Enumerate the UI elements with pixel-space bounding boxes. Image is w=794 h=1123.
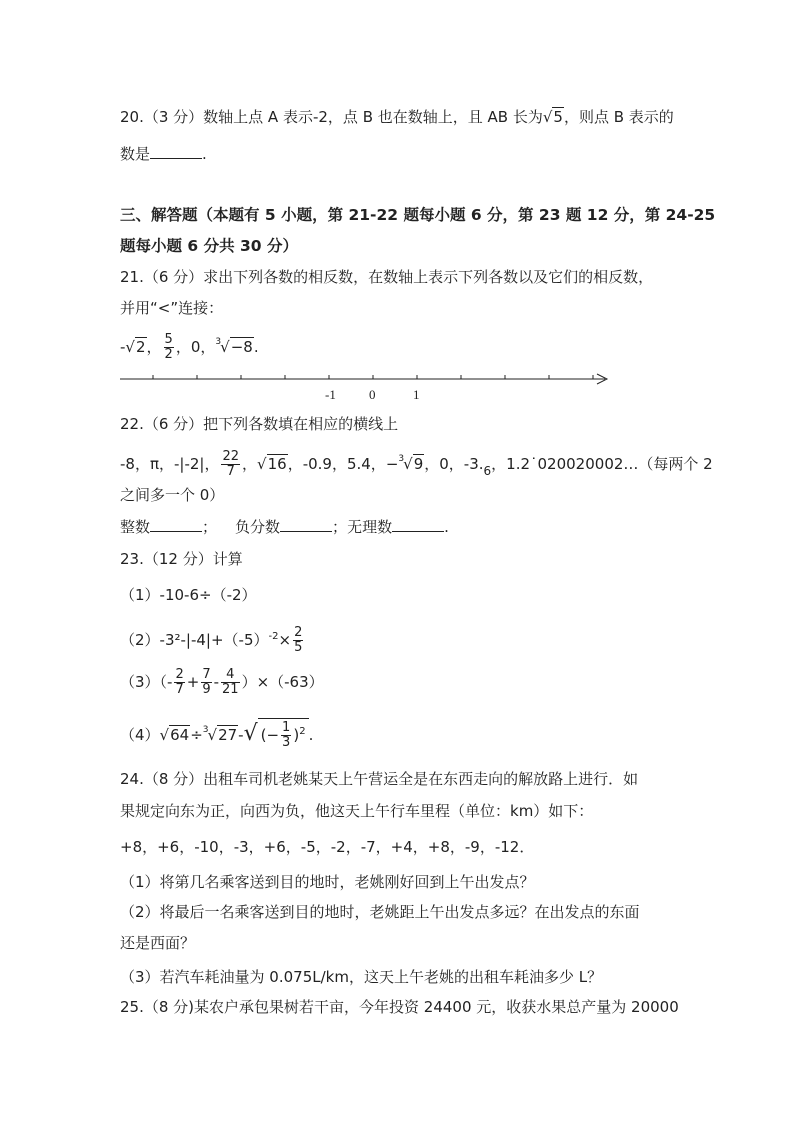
frac-num: 2 [294,625,303,640]
label-0: 0 [369,387,376,402]
q22-line3: 之间多一个 0） [120,486,225,504]
q21-end: . [253,338,259,356]
q23-p2-a: （2）-3²-|-4|+（-5） [120,631,269,649]
q22-answers [120,516,449,538]
semicolon: ； [332,518,348,536]
frac-num: 5 [164,332,173,347]
fraction-5-2 [164,333,174,362]
q20-text-a: 20.（3 分）数轴上点 A 表示-2，点 B 也在数轴上，且 AB 长为 [120,108,543,126]
q22-nums-b: ， [242,455,258,473]
sqrt2-radicand: 2 [135,338,146,356]
q23-p3-a: （3）（- [120,673,173,691]
cbrt-radicand: −8 [230,338,253,356]
q20-line1 [120,106,674,128]
q24-sub2a: （2）将最后一名乘客送到目的地时，老姚距上午出发点多远？在出发点的东面 [120,903,640,921]
cbrt27: $^3$√27 [202,725,238,744]
integer-blank[interactable] [150,517,202,532]
q22-end: . [444,518,449,536]
fraction-1-3 [281,721,291,750]
neg-sign: − [385,455,399,473]
q23-p3-b: ）×（-63） [241,673,324,691]
sqrt5-radicand: 5 [553,108,563,126]
q22-line1: 22.（6 分）把下列各数填在相应的横线上 [120,415,399,433]
fraction-7-9 [201,668,211,697]
frac-den: 9 [202,682,211,697]
q23-part2 [120,626,305,655]
sqrt16-radicand: 16 [267,455,287,473]
frac-den: 7 [175,682,184,697]
sqrt16: √16 [257,455,287,473]
q24-sub1: （1）将第几名乘客送到目的地时，老姚刚好回到上午出发点？ [120,873,535,891]
frac-den: 5 [294,640,303,655]
frac-den: 2 [164,347,173,362]
semicolon: ； [202,518,218,536]
q21-sep: ， [146,338,162,356]
frac-den: 3 [282,735,291,750]
q22-nums-d: ，0，-3. [424,455,484,473]
q23-part3 [120,668,324,697]
q22-numbers [120,450,713,479]
q21-n1-sign: - [120,338,126,356]
cbrt9: $^3$√9 [398,454,424,473]
q23-p2-times: × [278,631,292,649]
minus-sign: - [238,726,244,744]
root-index: 3 [398,454,405,464]
cbrt27-radicand: 27 [218,726,238,744]
label-minus-1: -1 [325,387,336,402]
number-line-ticks [153,375,593,379]
q25-line1: 25.（8 分)某农户承包果树若干亩，今年投资 24400 元，收获水果总产量为 20000 [120,998,679,1016]
sqrt64: √64 [159,726,190,744]
label-1: 1 [413,387,420,402]
plus-sign: + [186,673,200,691]
q20-line2-end: . [202,145,207,163]
q21-line1: 21.（6 分）求出下列各数的相反数，在数轴上表示下列各数以及它们的相反数， [120,268,654,286]
q23-part4 [120,718,313,750]
close-paren: ) [293,726,300,744]
q24-line1: 24.（8 分）出租车司机老姚某天上午营运全是在东西走向的解放路上进行．如 [120,770,639,788]
answer-blank[interactable] [150,144,202,159]
frac-num: 4 [221,668,240,683]
frac-num: 1 [282,720,291,735]
sqrt2: √2 [125,338,146,356]
q21-n3: 0 [190,338,201,356]
fraction-2-7 [174,668,184,697]
frac-den: 21 [222,682,239,697]
sqrt5: √5 [542,108,563,126]
fraction-2-5 [293,626,303,655]
negative-fraction-blank[interactable] [280,517,332,532]
divide-sign: ÷ [190,726,203,744]
root-index: 3 [215,337,222,347]
q22-nums-a: -8，π，-|-2|， [120,455,220,473]
q24-sub2b: 还是西面？ [120,934,196,952]
irrational-blank[interactable] [392,517,444,532]
frac-num: 7 [202,667,211,682]
frac-num: 22 [222,449,240,464]
q24-sub3: （3）若汽车耗油量为 0.075L/km，这天上午老姚的出租车耗油多少 L？ [120,968,603,986]
number-line [115,370,615,402]
open-paren: (− [260,726,280,744]
q20-line2-text: 数是 [120,145,151,163]
q21-sep: ， [175,338,191,356]
cbrt-neg8: $^3$√−8 [215,337,253,356]
minus-sign: - [213,673,220,691]
q20-text-b: ，则点 B 表示的 [563,108,674,126]
q23-p4-a: （4） [120,726,160,744]
q23-p4-end: . [308,726,314,744]
q21-numbers [120,333,259,362]
q23-title: 23.（12 分）计算 [120,550,243,568]
q21-line2: 并用“<”连接： [120,299,224,317]
repeating-digit: 6 [483,464,492,478]
q22-nums-e: ，1.2˙020020002…（每两个 2 [491,455,713,473]
section3-heading-line1: 三、解答题（本题有 5 小题，第 21-22 题每小题 6 分，第 23 题 12 分，第 24-25 [120,206,716,224]
root-index: 3 [202,725,209,735]
q22-nums-c: ，-0.9，5.4， [287,455,386,473]
q23-part1: （1）-10-6÷（-2） [120,586,257,604]
sqrt64-radicand: 64 [170,726,190,744]
q20-line2 [120,143,207,165]
fraction-4-21 [221,668,240,697]
integer-label: 整数 [120,518,151,536]
section3-heading-line2: 题每小题 6 分共 30 分） [120,237,298,255]
q23-p2-exponent: -2 [268,631,279,642]
irrational-label: 无理数 [347,518,393,536]
square-exponent: 2 [299,726,306,737]
frac-num: 2 [175,667,184,682]
q24-line2: 果规定向东为正，向西为负，他这天上午行车里程（单位：km）如下： [120,802,594,820]
q21-sep: ， [200,338,216,356]
negative-fraction-label: 负分数 [235,518,281,536]
fraction-22-7 [221,450,240,479]
q24-data: +8，+6，-10，-3，+6，-5，-2，-7，+4，+8，-9，-12． [120,838,535,856]
cbrt9-radicand: 9 [413,455,424,473]
frac-den: 7 [226,464,235,479]
sqrt-square-expression: √ (− $\frac{1}{3}$ )$^2$ [244,718,309,750]
